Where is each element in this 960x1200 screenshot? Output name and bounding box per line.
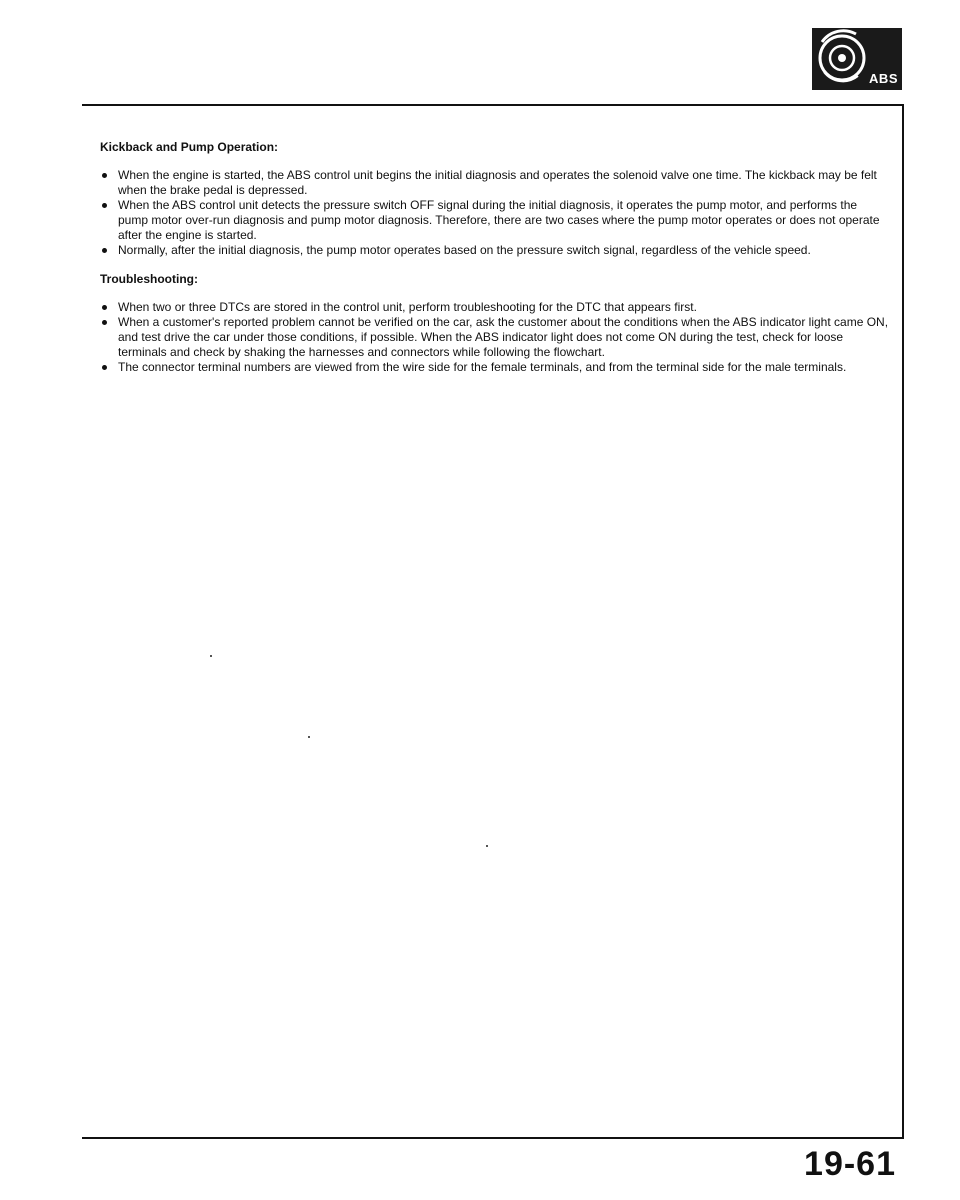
bullet-icon [102,248,107,253]
list-item-text: Normally, after the initial diagnosis, the pump motor operates based on the pressure switch signal, regardless of the vehicle speed. [118,243,811,257]
bullet-icon [102,173,107,178]
bottom-divider [82,1137,904,1139]
top-divider [82,104,904,106]
list-item [100,315,890,360]
list-item [100,168,890,198]
abs-logo-label: ABS [869,71,898,86]
troubleshooting-list [100,300,890,375]
bullet-icon [102,203,107,208]
page-content [100,140,890,389]
list-item [100,198,890,243]
abs-logo [812,28,902,90]
list-item-text: When the ABS control unit detects the pressure switch OFF signal during the initial diagnosis, it operates the pump motor, and performs the pump motor over-run diagnosis and pump motor diagnosis. Therefore, there are two cases where the pump motor operates or does not operate after the engine is started. [118,198,880,242]
bullet-icon [102,305,107,310]
list-item [100,360,890,375]
list-item-text: When two or three DTCs are stored in the control unit, perform troubleshooting for the DTC that appears first. [118,300,697,314]
scan-speck [308,736,310,738]
list-item-text: The connector terminal numbers are viewed from the wire side for the female terminals, and from the terminal side for the male terminals. [118,360,847,374]
list-item-text: When the engine is started, the ABS control unit begins the initial diagnosis and operates the solenoid valve one time. The kickback may be felt when the brake pedal is depressed. [118,168,877,197]
right-divider [902,104,904,1139]
list-item [100,300,890,315]
bullet-icon [102,365,107,370]
list-item [100,243,890,258]
bullet-icon [102,320,107,325]
kickback-list [100,168,890,258]
troubleshooting-heading: Troubleshooting: [100,272,198,286]
page-number: 19-61 [804,1145,896,1183]
kickback-heading: Kickback and Pump Operation: [100,140,279,154]
scan-speck [486,845,488,847]
scan-speck [210,655,212,657]
list-item-text: When a customer's reported problem cannot be verified on the car, ask the customer about the conditions when the ABS indicator light came ON, and test drive the car under those conditions, if possible. When the ABS indicator light does not come ON during the test, check for loose terminals and check by shaking the harnesses and connectors while following the flowchart. [118,315,889,359]
